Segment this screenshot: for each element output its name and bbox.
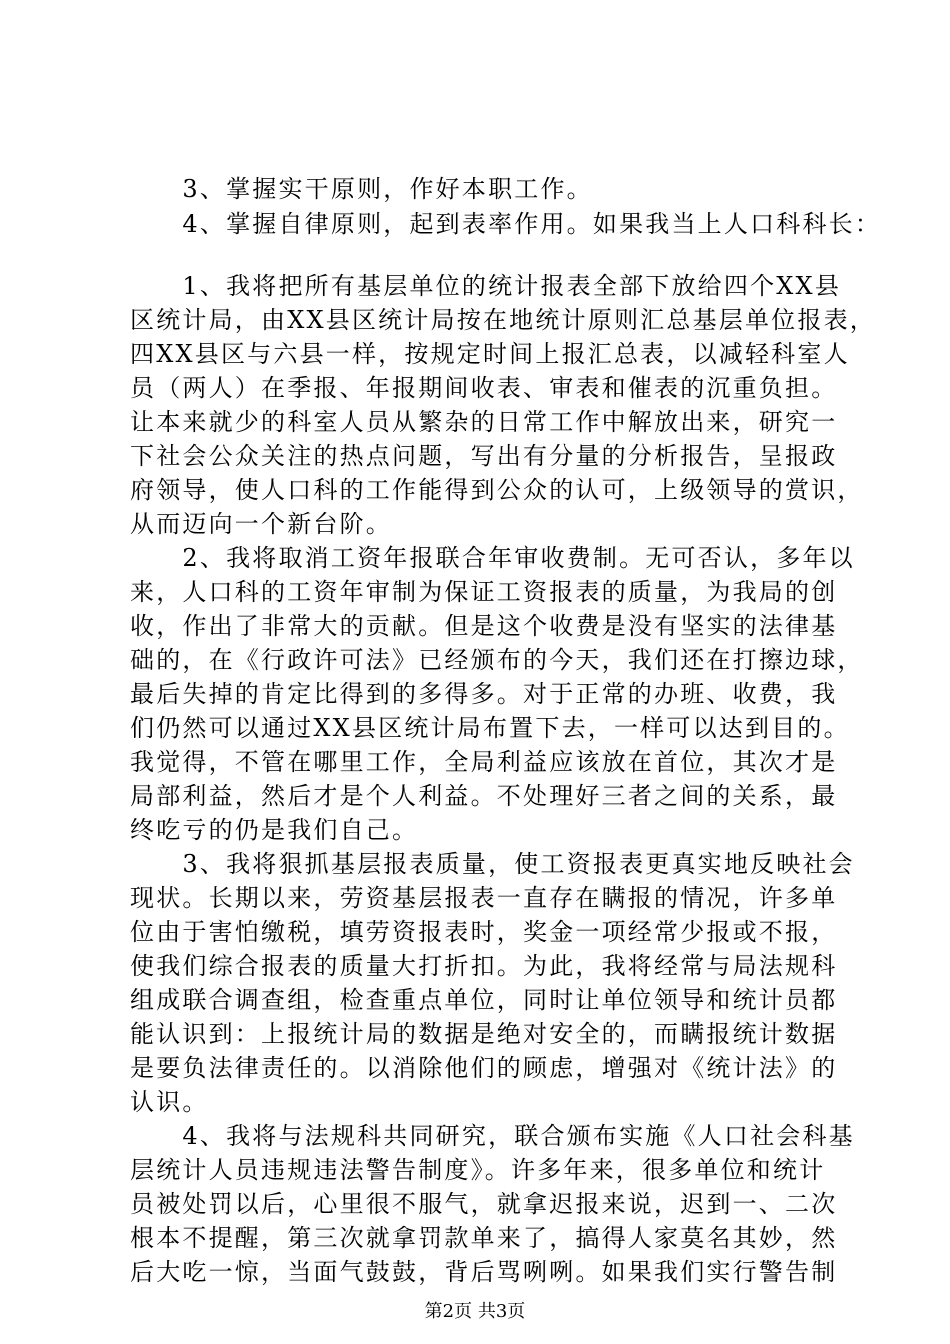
text-line: 3、掌握实干原则，作好本职工作。 (130, 175, 593, 203)
text-line: 让本来就少的科室人员从繁杂的日常工作中解放出来，研究一 (130, 408, 838, 436)
page-number-footer: 第2页 共3页 (424, 1301, 526, 1322)
text-line: 收，作出了非常大的贡献。但是这个收费是没有坚实的法律基 (130, 612, 838, 640)
text-line: 1、我将把所有基层单位的统计报表全部下放给四个XX县 (130, 272, 842, 300)
text-line: 后大吃一惊，当面气鼓鼓，背后骂咧咧。如果我们实行警告制 (130, 1258, 838, 1286)
text-line: 来，人口科的工资年审制为保证工资报表的质量，为我局的创 (130, 578, 838, 606)
text-line: 局部利益，然后才是个人利益。不处理好三者之间的关系，最 (130, 782, 838, 810)
text-line: 根本不提醒，第三次就拿罚款单来了，搞得人家莫名其妙，然 (130, 1224, 838, 1252)
text-line: 最后失掉的肯定比得到的多得多。对于正常的办班、收费，我 (130, 680, 838, 708)
text-line: 从而迈向一个新台阶。 (130, 510, 392, 538)
text-line: 础的，在《行政许可法》已经颁布的今天，我们还在打擦边球， (130, 646, 864, 674)
text-line: 位由于害怕缴税，填劳资报表时，奖金一项经常少报或不报， (130, 918, 838, 946)
text-line: 认识。 (130, 1088, 209, 1116)
text-line: 2、我将取消工资年报联合年审收费制。无可否认，多年以 (130, 544, 855, 572)
text-line: 我觉得，不管在哪里工作，全局利益应该放在首位，其次才是 (130, 748, 838, 776)
text-line: 4、掌握自律原则，起到表率作用。如果我当上人口科科长： (130, 210, 882, 238)
text-line: 下社会公众关注的热点问题，写出有分量的分析报告，呈报政 (130, 442, 838, 470)
text-line: 终吃亏的仍是我们自己。 (130, 816, 419, 844)
text-line: 组成联合调查组，检查重点单位，同时让单位领导和统计员都 (130, 986, 838, 1014)
text-line: 现状。长期以来，劳资基层报表一直存在瞒报的情况，许多单 (130, 884, 838, 912)
text-line: 是要负法律责任的。以消除他们的顾虑，增强对《统计法》的 (130, 1054, 838, 1082)
text-line: 使我们综合报表的质量大打折扣。为此，我将经常与局法规科 (130, 952, 838, 980)
text-line: 们仍然可以通过XX县区统计局布置下去，一样可以达到目的。 (130, 714, 850, 742)
text-line: 员（两人）在季报、年报期间收表、审表和催表的沉重负担。 (130, 374, 838, 402)
text-line: 四XX县区与六县一样，按规定时间上报汇总表，以减轻科室人 (130, 340, 850, 368)
text-line: 3、我将狠抓基层报表质量，使工资报表更真实地反映社会 (130, 850, 855, 878)
text-line: 区统计局，由XX县区统计局按在地统计原则汇总基层单位报表， (130, 306, 876, 334)
text-line: 4、我将与法规科共同研究，联合颁布实施《人口社会科基 (130, 1122, 855, 1150)
text-line: 能认识到：上报统计局的数据是绝对安全的，而瞒报统计数据 (130, 1020, 838, 1048)
text-line: 员被处罚以后，心里很不服气，就拿迟报来说，迟到一、二次 (130, 1190, 838, 1218)
text-line: 府领导，使人口科的工作能得到公众的认可，上级领导的赏识， (130, 476, 864, 504)
text-line: 层统计人员违规违法警告制度》。许多年来，很多单位和统计 (130, 1156, 826, 1184)
